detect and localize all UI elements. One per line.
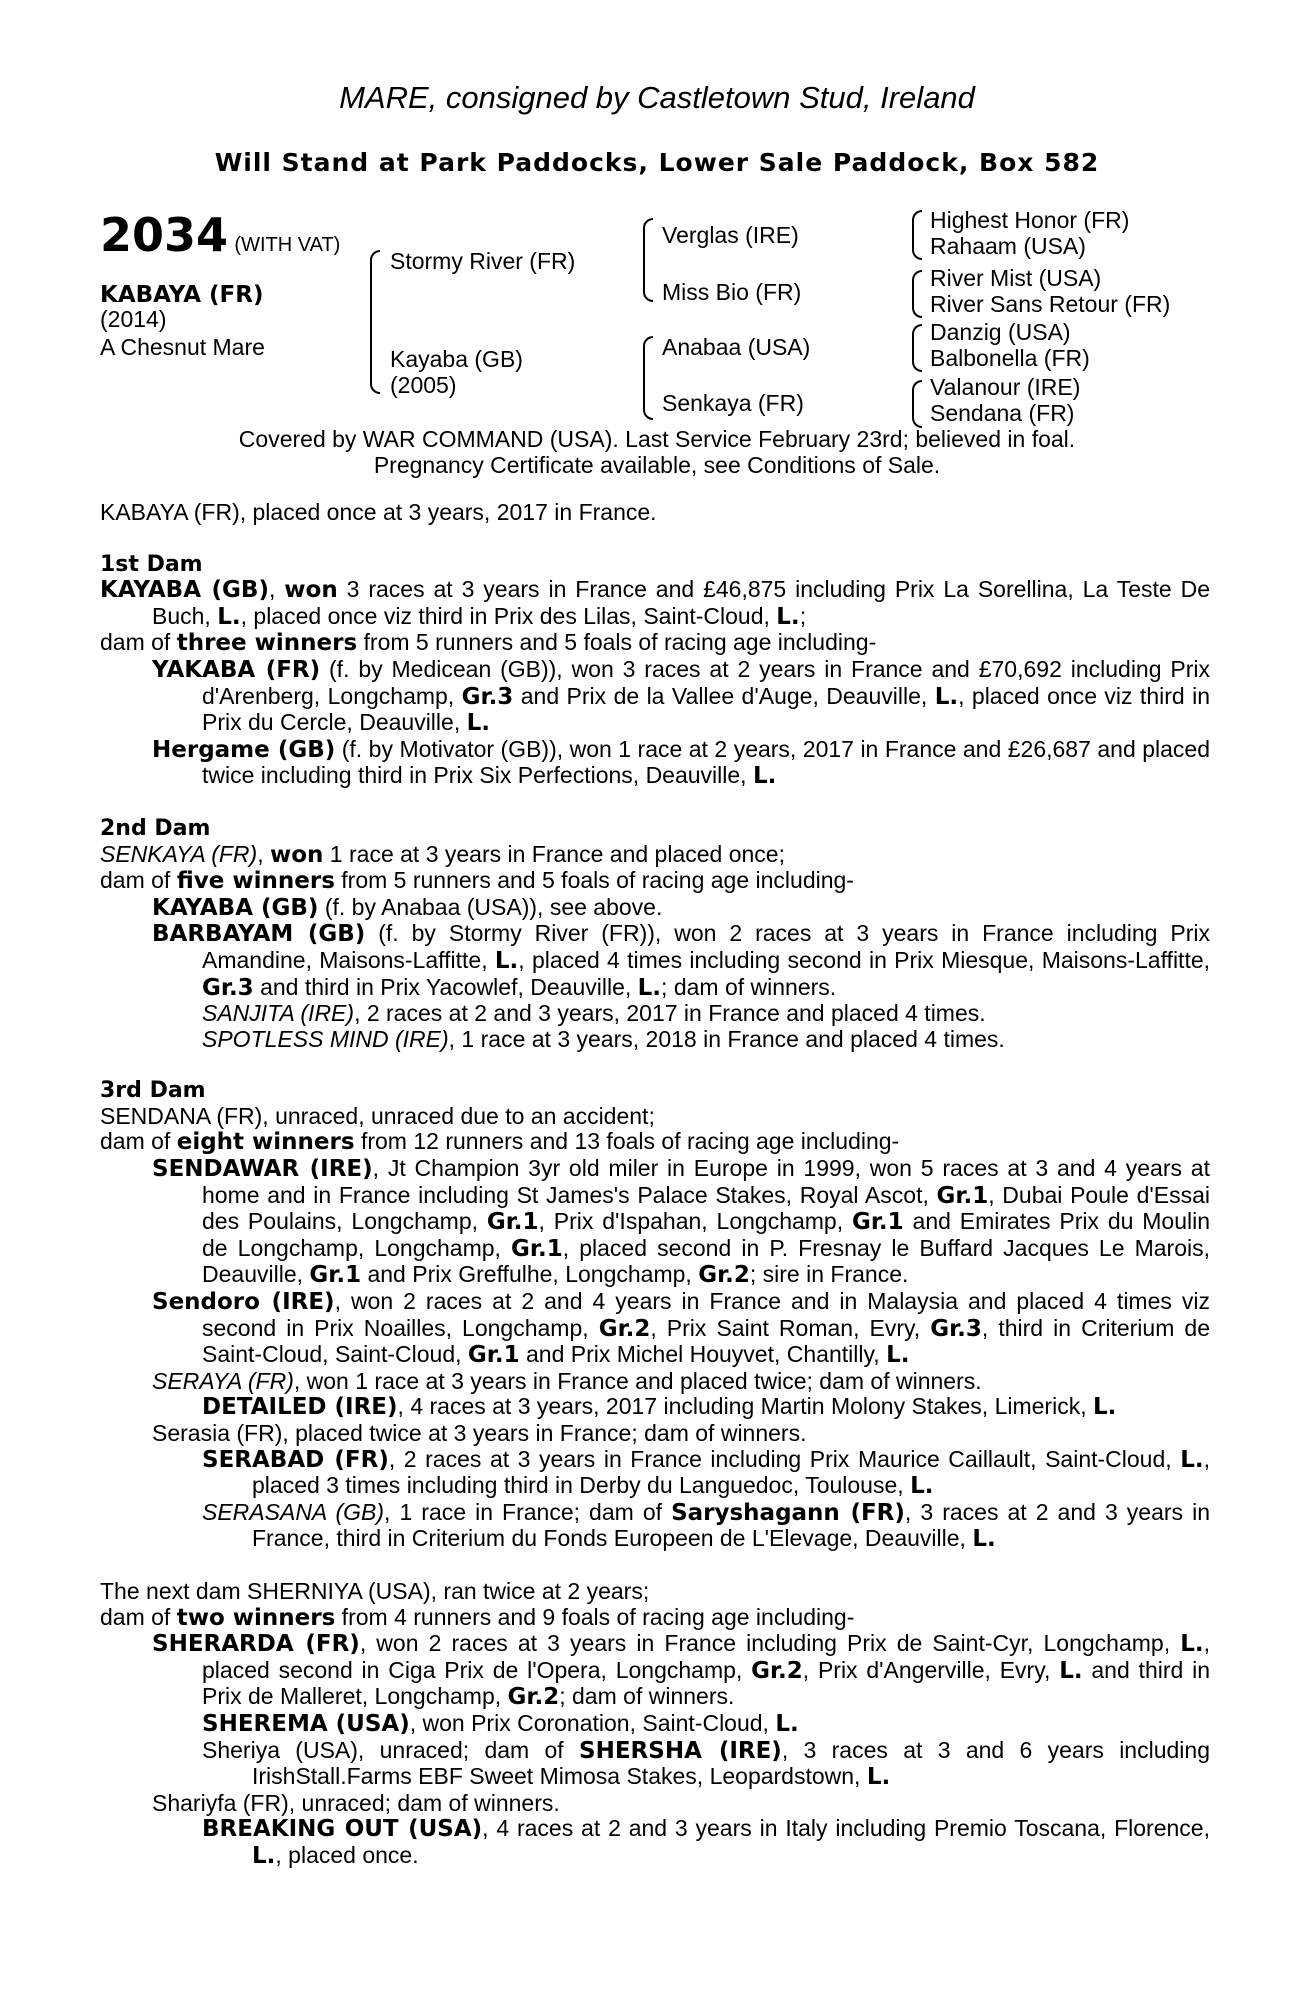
pedigree-sire: Stormy River (FR): [390, 248, 576, 274]
pedigree-dam-sire: Anabaa (USA): [662, 334, 811, 360]
second-dam-produce: dam of five winners from 5 runners and 5 foals of racing age including-: [100, 867, 854, 895]
pedigree-brace-g3: [912, 324, 922, 372]
pedigree-ggsire-4: Valanour (IRE): [930, 374, 1081, 400]
second-dam-heading: 2nd Dam: [100, 815, 211, 841]
pedigree-ggsire-1: Highest Honor (FR): [930, 207, 1130, 233]
produce-sanjita: SANJITA (IRE), 2 races at 2 and 3 years, 2017 in France and placed 4 times.: [202, 1000, 986, 1027]
pedigree-brace-g4: [912, 380, 922, 428]
stand-location: Will Stand at Park Paddocks, Lower Sale Paddock, Box 582: [214, 148, 1100, 177]
horse-name: KABAYA (FR): [100, 282, 264, 308]
third-dam-record: SENDANA (FR), unraced, unraced due to an accident;: [100, 1102, 655, 1129]
pedigree-ggdam-3: Balbonella (FR): [930, 345, 1090, 371]
produce-breaking-out: BREAKING OUT (USA), 4 races at 2 and 3 years in Italy including Premio Toscana, Florence, L., placed once.: [202, 1815, 1210, 1869]
produce-shariyfa: Shariyfa (FR), unraced; dam of winners.: [152, 1789, 560, 1816]
first-dam-produce: dam of three winners from 5 runners and 5 foals of racing age including-: [100, 629, 877, 657]
intro-line: KABAYA (FR), placed once at 3 years, 2017 in France.: [100, 499, 657, 525]
produce-serabad: SERABAD (FR), 2 races at 3 years in France including Prix Maurice Caillault, Saint-Cloud, L., placed 3 times including third in Derby du Languedoc, Toulouse, L.: [202, 1445, 1210, 1500]
pedigree-brace-dam: [643, 336, 653, 420]
pedigree-brace-main: [370, 250, 380, 394]
horse-year: (2014): [100, 306, 167, 332]
pedigree-ggdam-1: Rahaam (USA): [930, 233, 1086, 259]
pedigree-brace-sire: [643, 218, 653, 302]
pedigree-dam-year: (2005): [390, 372, 457, 398]
lot-number-line: [100, 208, 340, 262]
covered-notice: [0, 426, 1314, 478]
produce-spotless-mind: SPOTLESS MIND (IRE), 1 race at 3 years, 2018 in France and placed 4 times.: [202, 1025, 1005, 1052]
produce-yakaba: YAKABA (FR) (f. by Medicean (GB)), won 3 races at 2 years in France and £70,692 including Prix d'Arenberg, Longchamp, Gr.3 and Prix de la Vallee d'Auge, Deauville, L., placed once viz third in Prix du Cercle, Deauville, L.: [152, 655, 1210, 737]
next-dam-produce: dam of two winners from 4 runners and 9 foals of racing age including-: [100, 1603, 855, 1631]
first-dam-record: KAYABA (GB), won 3 races at 3 years in France and £46,875 including Prix La Sorellina, La Teste De Buch, L., placed once viz third in Prix des Lilas, Saint-Cloud, L.;: [100, 576, 1211, 630]
pedigree-sire-dam: Miss Bio (FR): [662, 279, 802, 305]
produce-sendoro: Sendoro (IRE), won 2 races at 2 and 4 years in France and in Malaysia and placed 4 times viz second in Prix Noailles, Longchamp, Gr.2, Prix Saint Roman, Evry, Gr.3, third in Criterium de Saint-Cloud, Saint-Cloud, Gr.1 and Prix Michel Houyvet, Chantilly, L.: [152, 1288, 1210, 1369]
produce-sherarda: SHERARDA (FR), won 2 races at 3 years in France including Prix de Saint-Cyr, Longchamp, L., placed second in Ciga Prix de l'Opera, Longchamp, Gr.2, Prix d'Angerville, Evry, L. and third in Prix de Malleret, Longchamp, Gr.2; dam of winners.: [152, 1630, 1210, 1711]
pedigree-ggsire-3: Danzig (USA): [930, 319, 1071, 345]
third-dam-heading: 3rd Dam: [100, 1078, 206, 1104]
consignor-heading: MARE, consigned by Castletown Stud, Ireland: [339, 80, 975, 115]
produce-detailed: DETAILED (IRE), 4 races at 3 years, 2017 including Martin Molony Stakes, Limerick, L.: [202, 1393, 1117, 1421]
produce-sherema: SHEREMA (USA), won Prix Coronation, Saint-Cloud, L.: [202, 1709, 799, 1737]
pedigree-ggsire-2: River Mist (USA): [930, 265, 1102, 291]
covered-line-2: Pregnancy Certificate available, see Conditions of Sale.: [373, 452, 941, 478]
pedigree-dam-dam: Senkaya (FR): [662, 390, 804, 416]
produce-sendawar: SENDAWAR (IRE), Jt Champion 3yr old miler in Europe in 1999, won 5 races at 3 and 4 years at home and in France including St James's Palace Stakes, Royal Ascot, Gr.1, Dubai Poule d'Essai des Poulains, Longchamp, Gr.1, Prix d'Ispahan, Longchamp, Gr.1 and Emirates Prix du Moulin de Longchamp, Longchamp, Gr.1, placed second in P. Fresnay le Buffard Jacques Le Marois, Deauville, Gr.1 and Prix Greffulhe, Longchamp, Gr.2; sire in France.: [152, 1155, 1211, 1289]
covered-line-1: Covered by WAR COMMAND (USA). Last Service February 23rd; believed in foal.: [238, 426, 1076, 452]
vat-label: (WITH VAT): [234, 234, 341, 256]
second-dam-record: SENKAYA (FR), won 1 race at 3 years in France and placed once;: [100, 840, 785, 868]
produce-hergame: Hergame (GB) (f. by Motivator (GB)), won 1 race at 2 years, 2017 in France and £26,687 and placed twice including third in Prix Six Perfections, Deauville, L.: [152, 735, 1210, 790]
next-dam-record: The next dam SHERNIYA (USA), ran twice at 2 years;: [100, 1577, 650, 1604]
lot-number: 2034: [100, 208, 229, 262]
produce-barbayam: BARBAYAM (GB) (f. by Stormy River (FR)), won 2 races at 3 years in France including Prix Amandine, Maisons-Laffitte, L., placed 4 times including second in Prix Miesque, Maisons-Laffitte, Gr.3 and third in Prix Yacowlef, Deauville, L.; dam of winners.: [152, 920, 1211, 1001]
produce-serasana: SERASANA (GB), 1 race in France; dam of Saryshagann (FR), 3 races at 2 and 3 years in France, third in Criterium du Fonds Europeen de L'Elevage, Deauville, L.: [202, 1498, 1210, 1553]
pedigree-sire-sire: Verglas (IRE): [662, 222, 799, 248]
pedigree-ggdam-2: River Sans Retour (FR): [930, 291, 1171, 317]
horse-description: A Chesnut Mare: [100, 334, 265, 360]
produce-seraya: SERAYA (FR), won 1 race at 3 years in France and placed twice; dam of winners.: [152, 1367, 982, 1394]
third-dam-produce: dam of eight winners from 12 runners and 13 foals of racing age including-: [100, 1128, 900, 1156]
produce-serasia: Serasia (FR), placed twice at 3 years in France; dam of winners.: [152, 1420, 807, 1446]
pedigree-dam: Kayaba (GB): [390, 346, 523, 372]
catalogue-body: [100, 500, 1210, 1870]
first-dam-heading: 1st Dam: [100, 551, 203, 577]
pedigree-brace-g1: [912, 210, 922, 260]
produce-sheriya: Sheriya (USA), unraced; dam of SHERSHA (IRE), 3 races at 3 and 6 years including IrishStall.Farms EBF Sweet Mimosa Stakes, Leopardstown, L.: [202, 1736, 1210, 1791]
pedigree-brace-g2: [912, 270, 922, 318]
produce-kayaba: KAYABA (GB) (f. by Anabaa (USA)), see above.: [152, 893, 663, 921]
pedigree-ggdam-4: Sendana (FR): [930, 400, 1075, 426]
